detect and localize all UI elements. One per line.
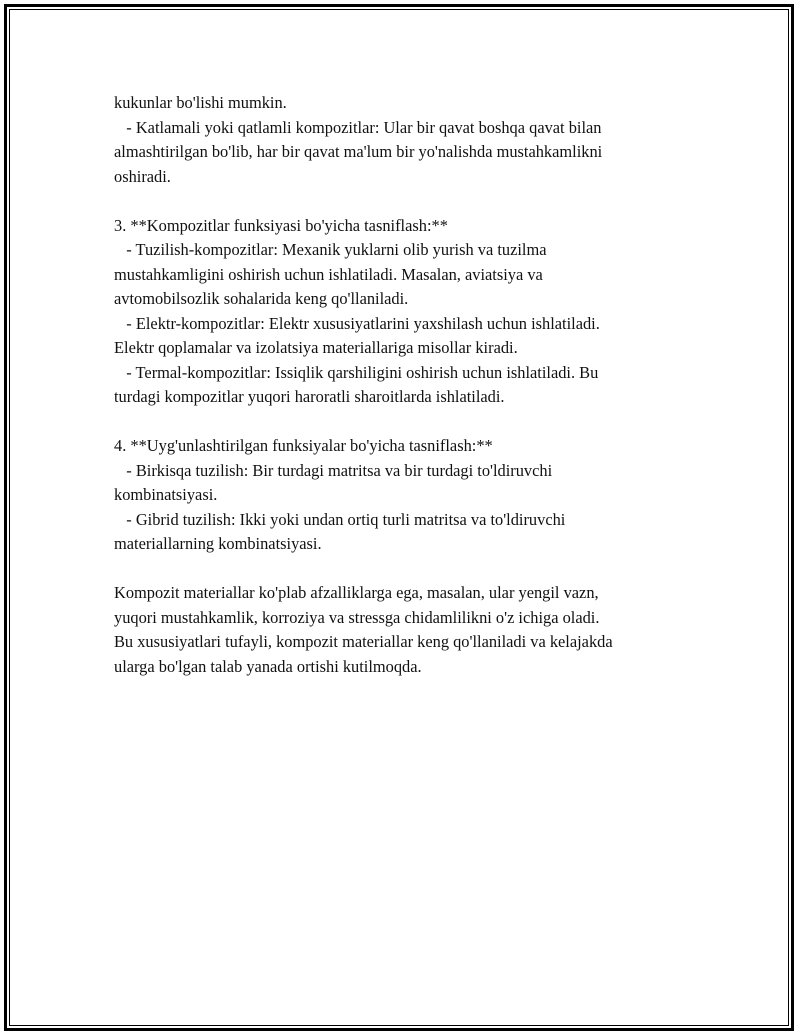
paragraph-3 [114,434,694,557]
text-line: avtomobilsozlik sohalarida keng qo'llaniladi. [114,289,409,308]
text-line: Elektr qoplamalar va izolatsiya materiallariga misollar kiradi. [114,338,518,357]
text-line: oshiradi. [114,166,171,186]
text-line: - Tuzilish-kompozitlar: Mexanik yuklarni olib yurish va tuzilma [114,240,547,259]
paragraph-4 [114,581,694,679]
paragraph-1 [114,91,694,189]
text-line: - Katlamali yoki qatlamli kompozitlar: Ular bir qavat boshqa qavat bilan [114,117,602,137]
document-body [114,91,694,679]
text-line: almashtirilgan bo'lib, har bir qavat ma'lum bir yo'nalishda mustahkamlikni [114,142,603,161]
text-line: materiallarning kombinatsiyasi. [114,534,322,553]
section-heading: 4. **Uyg'unlashtirilgan funksiyalar bo'yicha tasniflash:** [114,436,493,455]
paragraph-gap [114,557,694,582]
text-line: Bu xususiyatlari tufayli, kompozit materiallar keng qo'llaniladi va kelajakda [114,632,613,651]
paragraph-gap [114,410,694,435]
text-line: kukunlar bo'lishi mumkin. [114,93,287,112]
text-line: - Gibrid tuzilish: Ikki yoki undan ortiq turli matritsa va to'ldiruvchi [114,509,566,529]
paragraph-gap [114,189,694,214]
section-heading: 3. **Kompozitlar funksiyasi bo'yicha tasniflash:** [114,215,448,235]
text-line: Kompozit materiallar ko'plab afzalliklarga ega, masalan, ular yengil vazn, [114,583,599,602]
text-line: ularga bo'lgan talab yanada ortishi kutilmoqda. [114,656,422,676]
text-line: yuqori mustahkamlik, korroziya va stressga chidamlilikni o'z ichiga oladi. [114,607,600,627]
text-line: mustahkamligini oshirish uchun ishlatiladi. Masalan, aviatsiya va [114,264,543,284]
text-line: - Termal-kompozitlar: Issiqlik qarshiligini oshirish uchun ishlatiladi. Bu [114,362,599,382]
paragraph-2 [114,214,694,410]
text-line: - Elektr-kompozitlar: Elektr xususiyatlarini yaxshilash uchun ishlatiladi. [114,313,600,333]
text-line: - Birkisqa tuzilish: Bir turdagi matritsa va bir turdagi to'ldiruvchi [114,460,553,480]
text-line: kombinatsiyasi. [114,485,218,504]
text-line: turdagi kompozitlar yuqori haroratli sharoitlarda ishlatiladi. [114,387,505,406]
